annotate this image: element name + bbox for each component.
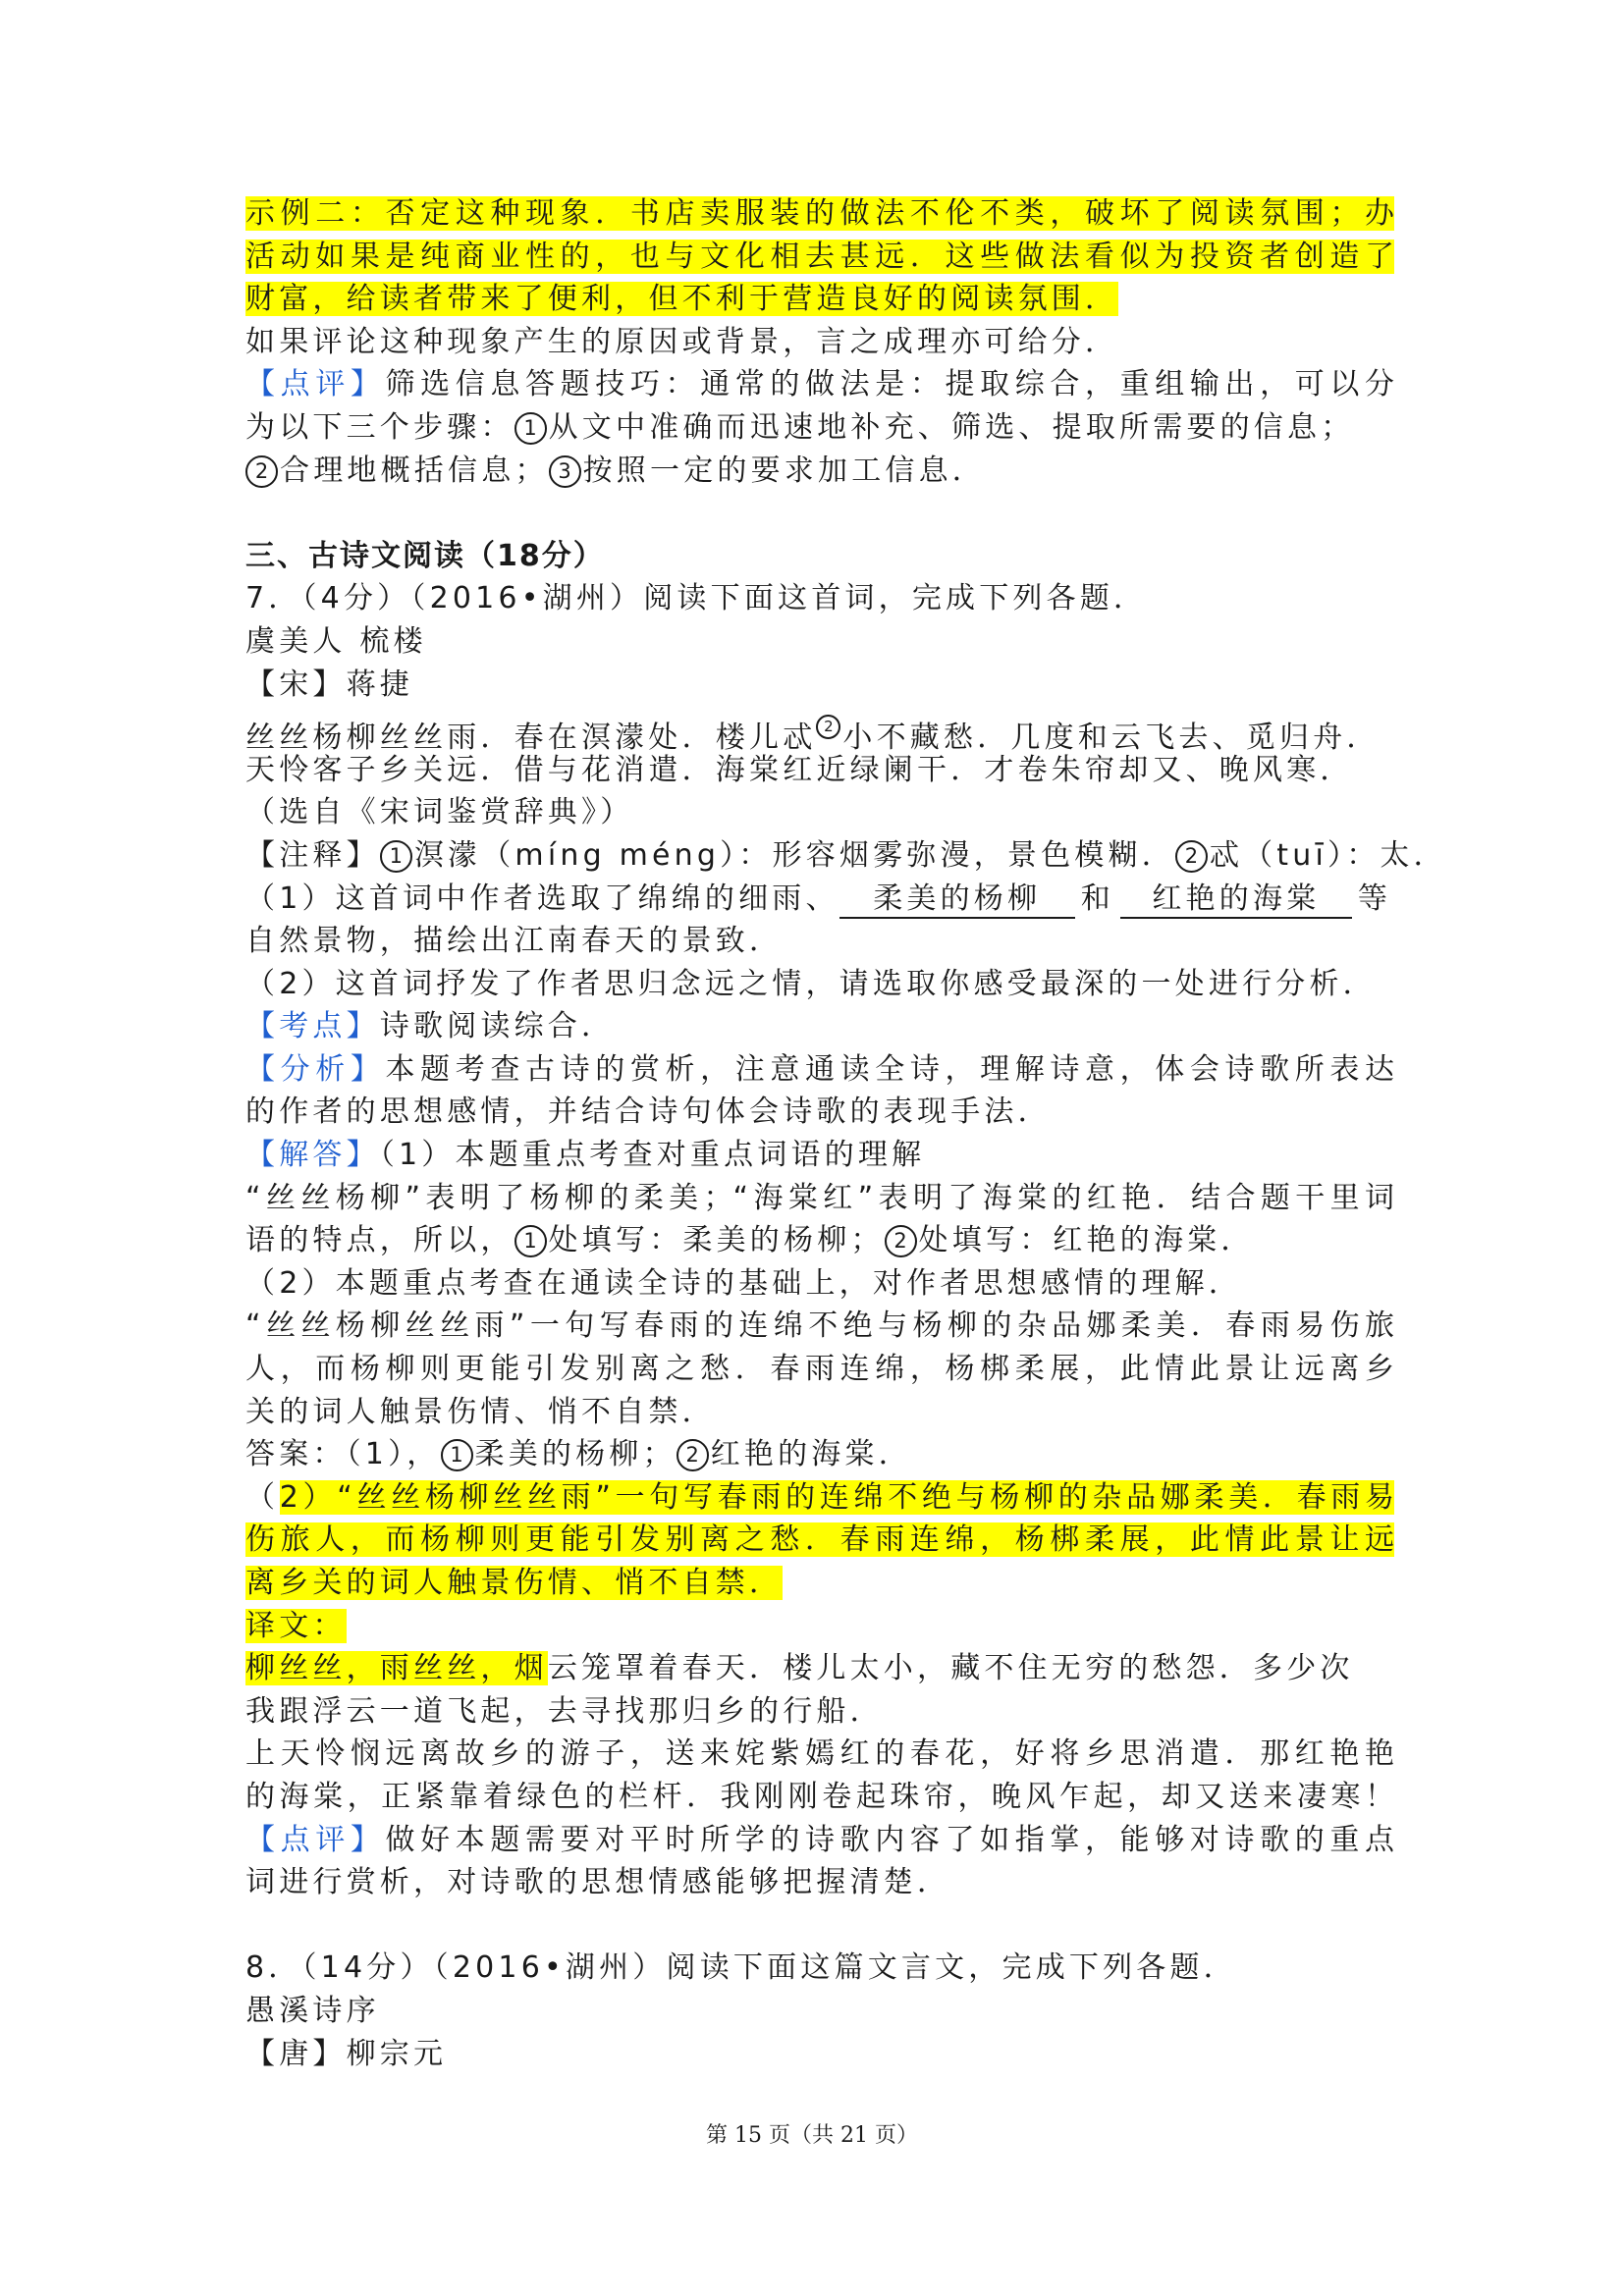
highlighted-text: 活动如果是纯商业性的，也与文化相去甚远．这些做法看似为投资者创造了 [245,239,1394,274]
essay-title: 愚溪诗序 [245,1993,380,2028]
text-line [245,450,1394,493]
paragraph-text: （ [245,1479,280,1515]
annotation-tag: 【注释】 [245,837,380,873]
paragraph-text: 筛选信息答题技巧：通常的做法是：提取综合，重组输出，可以分 [385,367,1394,402]
paragraph-text: 处填写：红艳的海棠． [918,1223,1255,1258]
fenxi-tag: 【分析】 [245,1051,386,1087]
translation-line: 上天怜悯远离故乡的游子，送来姹紫嫣红的春花，好将乡思消遣．那红艳艳 [245,1736,1394,1772]
question-7: 7．（4分）（2016•湖州）阅读下面这首词，完成下列各题． [245,581,1148,616]
text-line: 词进行赏析，对诗歌的思想情感能够把握清楚． [245,1865,951,1900]
text-line [245,278,1394,321]
text-line [245,1219,1394,1262]
answer-line [245,1519,1394,1562]
text-line [245,321,1394,364]
paragraph-text: 如果评论这种现象产生的原因或背景，言之成理亦可给分． [245,324,1119,359]
translation-line: 的海棠，正紧靠着绿色的栏杆．我刚刚卷起珠帘，晚风乍起，却又送来凄寒！ [245,1779,1394,1814]
text-line [245,236,1394,279]
answer-blank: 红艳的海棠 [1120,881,1352,919]
kaodian-tag: 【考点】 [245,1009,380,1044]
text-line: （2）本题重点考查在通读全诗的基础上，对作者思想感情的理解． [245,1265,1243,1301]
text-line: “丝丝杨柳”表明了杨柳的柔美；“海棠红”表明了海棠的红艳．结合题干里词 [245,1180,1394,1215]
answer-line [245,1562,1394,1605]
annotation-text: 忒（tuī）：太． [1209,837,1447,873]
text-line [245,363,1394,406]
annotation-line [245,834,1447,878]
highlighted-text: 伤旅人，而杨柳则更能引发别离之愁．春雨连绵，杨梆柔展，此情此景让远 [245,1522,1394,1558]
subquestion-2: （2）这首词抒发了作者思归念远之情，请选取你感受最深的一处进行分析． [245,966,1377,1001]
question-text: 和 [1080,881,1114,916]
answer-line [245,1476,1394,1520]
subquestion-1 [245,878,1394,921]
jieda-line [245,1134,1394,1177]
text-line: 人，而杨柳则更能引发别离之愁．春雨连绵，杨梆柔展，此情此景让远离乡 [245,1352,1394,1387]
circled-number-1: 1 [514,1225,547,1257]
circled-number-2: 2 [816,715,840,739]
spacer [245,1904,1394,1948]
circled-number-2: 2 [245,455,278,488]
circled-number-2: 2 [677,1439,709,1471]
circled-number-1: 1 [380,840,412,873]
text-line: 的作者的思想感情，并结合诗句体会诗歌的表现手法． [245,1095,1052,1130]
paragraph-text: 红艳的海棠． [710,1437,912,1472]
paragraph-text: 本题考查古诗的赏析，注意通读全诗，理解诗意，体会诗歌所表达 [385,1051,1394,1087]
highlighted-text: 柳丝丝，雨丝丝，烟 [245,1651,548,1686]
paragraph-text: 诗歌阅读综合． [379,1009,616,1044]
document-page [245,192,1447,2075]
comment-line [245,1819,1394,1862]
paragraph-text: 做好本题需要对平时所学的诗歌内容了如指掌，能够对诗歌的重点 [385,1822,1394,1857]
paragraph-text: 合理地概括信息； [280,453,549,488]
paragraph-text: 处填写：柔美的杨柳； [548,1223,885,1258]
poem-author: 【宋】蒋捷 [245,667,413,702]
section-heading: 三、古诗文阅读（18分） [245,538,605,573]
question-text: 等 [1357,881,1392,916]
page-footer: 第 15 页（共 21 页） [706,2123,918,2148]
text-line: “丝丝杨柳丝丝雨”一句写春雨的连绵不绝与杨柳的杂品娜柔美．春雨易伤旅 [245,1308,1394,1344]
jieda-tag: 【解答】 [245,1138,380,1173]
highlighted-text: 财富，给读者带来了便利，但不利于营造良好的阅读氛围． [245,282,1119,317]
circled-number-2: 2 [1175,840,1208,873]
paragraph-text: 答案：（1）， [245,1437,441,1472]
question-8: 8．（14分）（2016•湖州）阅读下面这篇文言文，完成下列各题． [245,1950,1237,1986]
circled-number-1: 1 [514,412,547,445]
highlighted-text: 示例二：否定这种现象．书店卖服装的做法不伦不类，破坏了阅读氛围；办 [245,196,1394,231]
comment-tag: 【点评】 [245,367,386,402]
paragraph-text: 语的特点，所以， [245,1223,514,1258]
translation-line [245,1647,1394,1690]
text-line: 关的词人触景伤情、悄不自禁． [245,1394,716,1429]
highlighted-text: 离乡关的词人触景伤情、悄不自禁． [245,1566,784,1600]
comment-tag: 【点评】 [245,1822,386,1857]
answer-line [245,1433,1394,1476]
paragraph-text: （1）本题重点考查对重点词语的理解 [379,1138,926,1173]
circled-number-2: 2 [885,1225,917,1257]
poem-title: 虞美人 梳楼 [245,623,427,659]
poem-line: 天怜客子乡关远．借与花消遣．海棠红近绿阑干．才卷朱帘却又、晚风寒． [245,752,1354,787]
translation-label [245,1605,1394,1648]
translation-line: 我跟浮云一道飞起，去寻找那归乡的行船． [245,1693,884,1729]
annotation-text: 溟濛（míng méng）：形容烟雾弥漫，景色模糊． [413,837,1175,873]
poem-line [245,706,1394,756]
circled-number-1: 1 [441,1439,473,1471]
text-line [245,406,1394,450]
circled-number-3: 3 [549,455,581,488]
paragraph-text: 柔美的杨柳； [474,1437,677,1472]
text-line [245,192,1394,236]
paragraph-text: 从文中准确而迅速地补充、筛选、提取所需要的信息； [548,409,1355,445]
paragraph-text: 为以下三个步骤： [245,409,514,445]
text-line: 自然景物，描绘出江南春天的景致． [245,924,784,959]
kaodian-line [245,1005,1394,1048]
question-text: （1）这首词中作者选取了绵绵的细雨、 [245,881,839,916]
highlighted-text: 2）“丝丝杨柳丝丝雨”一句写春雨的连绵不绝与杨柳的杂品娜柔美．春雨易 [279,1479,1395,1515]
poem-text: 丝丝杨柳丝丝雨．春在溟濛处．楼儿忒 [245,721,817,756]
essay-author: 【唐】柳宗元 [245,2036,448,2071]
paragraph-text: 云笼罩着春天．楼儿太小，藏不住无穷的愁怨．多少次 [547,1651,1354,1686]
highlighted-text: 译文： [245,1608,347,1643]
answer-blank: 柔美的杨柳 [839,881,1075,919]
poem-text: 小不藏愁．几度和云飞去、觅归舟． [842,721,1380,756]
paragraph-text: 按照一定的要求加工信息． [582,453,987,488]
fenxi-line [245,1048,1394,1092]
poem-source: （选自《宋词鉴赏辞典》） [245,795,634,830]
spacer [245,492,1394,535]
footnote-marker [816,715,842,738]
